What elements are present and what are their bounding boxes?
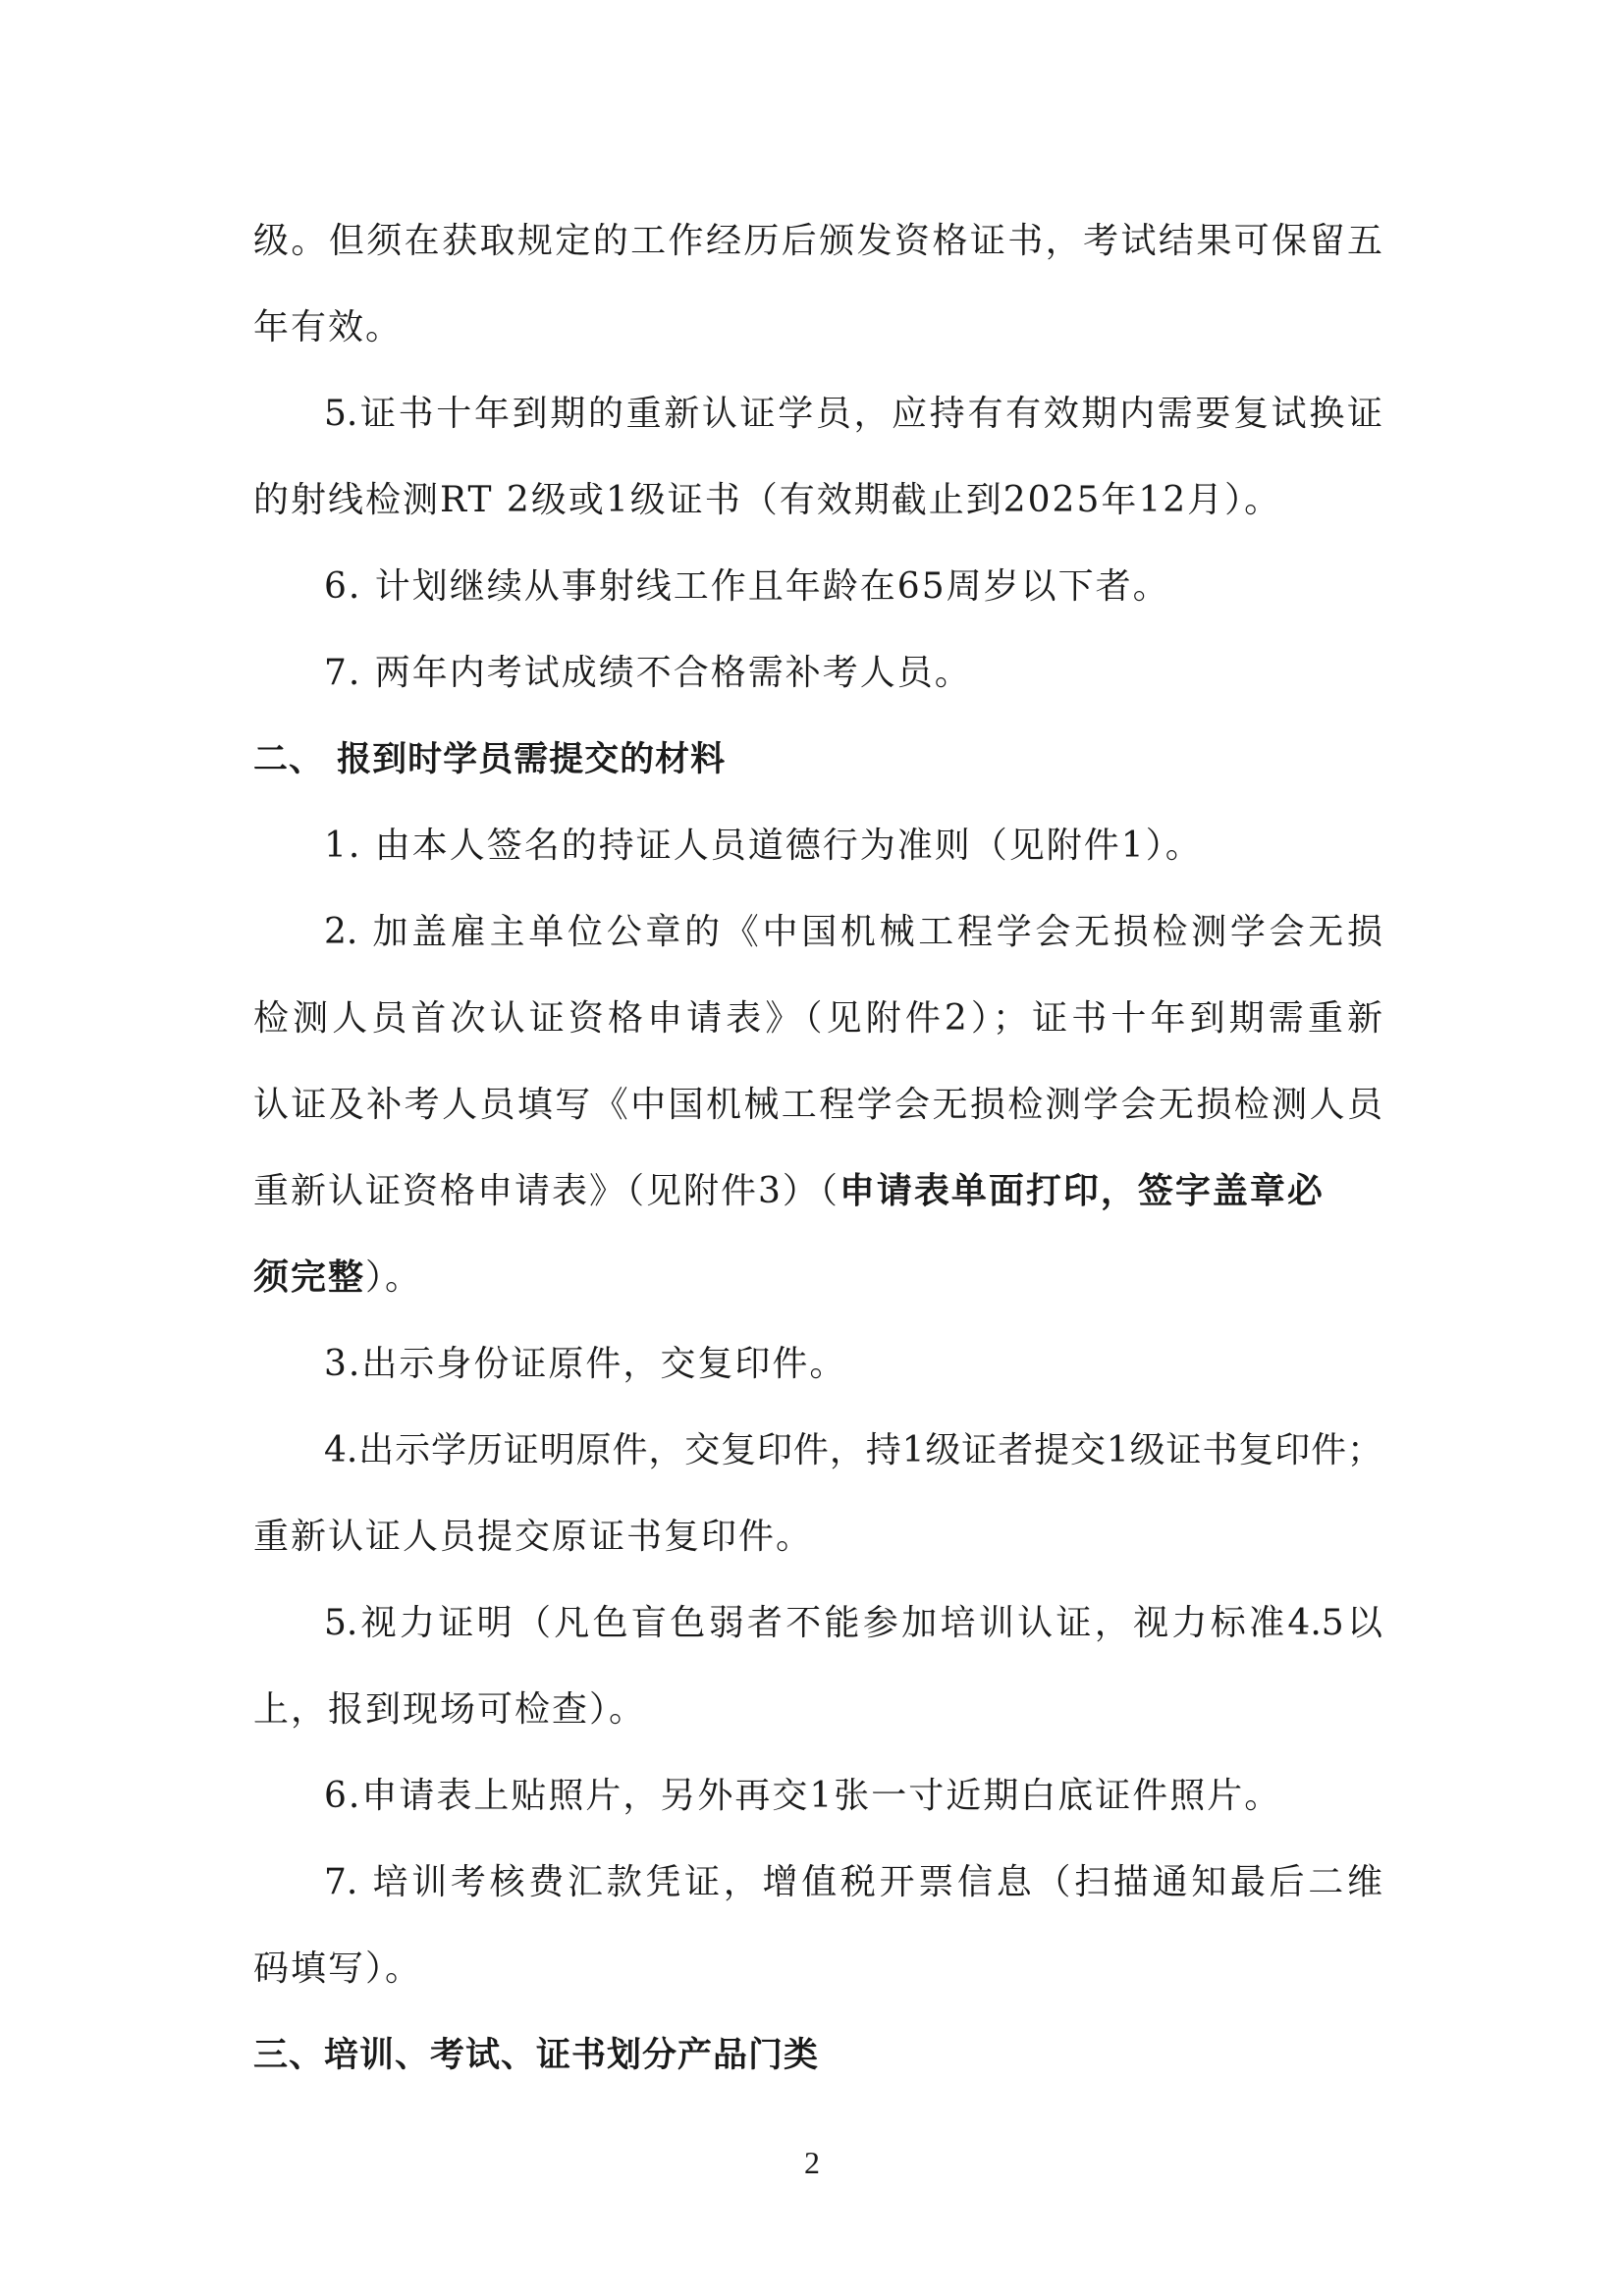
list-item-6: 6. 计划继续从事射线工作且年龄在65周岁以下者。 [324, 566, 1170, 607]
list-item-5-line: 的射线检测RT 2级或1级证书（有效期截止到2025年12月）。 [253, 480, 1282, 520]
material-item-1: 1. 由本人签名的持证人员道德行为准则（见附件1）。 [324, 826, 1203, 866]
section-heading-2: 二、 报到时学员需提交的材料 [253, 740, 727, 779]
section-heading-3: 三、培训、考试、证书划分产品门类 [253, 2036, 820, 2075]
material-item-2-text: 重新认证资格申请表》（见附件3）（ [253, 1171, 839, 1211]
material-item-2-line: 检测人员首次认证资格申请表》（见附件2）；证书十年到期需重新 [253, 998, 1382, 1039]
material-item-7-line: 7. 培训考核费汇款凭证，增值税开票信息（扫描通知最后二维 [324, 1862, 1382, 1902]
material-item-2-line: 认证及补考人员填写《中国机械工程学会无损检测学会无损检测人员 [253, 1085, 1382, 1125]
material-item-7-line: 码填写）。 [253, 1949, 423, 1989]
material-item-2-emphasis-end: 须完整 [253, 1257, 366, 1298]
material-item-3: 3.出示身份证原件，交复印件。 [324, 1344, 847, 1384]
material-item-4-line: 重新认证人员提交原证书复印件。 [253, 1517, 814, 1557]
page-number: 2 [804, 2145, 820, 2180]
material-item-5-line: 上，报到现场可检查）。 [253, 1689, 647, 1730]
paragraph-line: 年有效。 [253, 307, 404, 347]
material-item-5-line: 5.视力证明（凡色盲色弱者不能参加培训认证，视力标准4.5以 [324, 1603, 1382, 1643]
material-item-2-line [253, 1169, 1382, 1214]
material-item-4-line: 4.出示学历证明原件，交复印件，持1级证者提交1级证书复印件； [324, 1430, 1382, 1470]
material-item-2-line [253, 1255, 1382, 1301]
material-item-2-closing: ）。 [365, 1257, 423, 1298]
material-item-6: 6.申请表上贴照片，另外再交1张一寸近期白底证件照片。 [324, 1776, 1282, 1816]
list-item-5-line: 5.证书十年到期的重新认证学员，应持有有效期内需要复试换证 [324, 394, 1382, 434]
paragraph-line: 级。但须在获取规定的工作经历后颁发资格证书，考试结果可保留五 [253, 221, 1382, 261]
list-item-7: 7. 两年内考试成绩不合格需补考人员。 [324, 653, 972, 693]
material-item-2-line: 2. 加盖雇主单位公章的《中国机械工程学会无损检测学会无损 [324, 912, 1382, 952]
material-item-2-emphasis: 申请表单面打印，签字盖章必 [839, 1171, 1325, 1211]
